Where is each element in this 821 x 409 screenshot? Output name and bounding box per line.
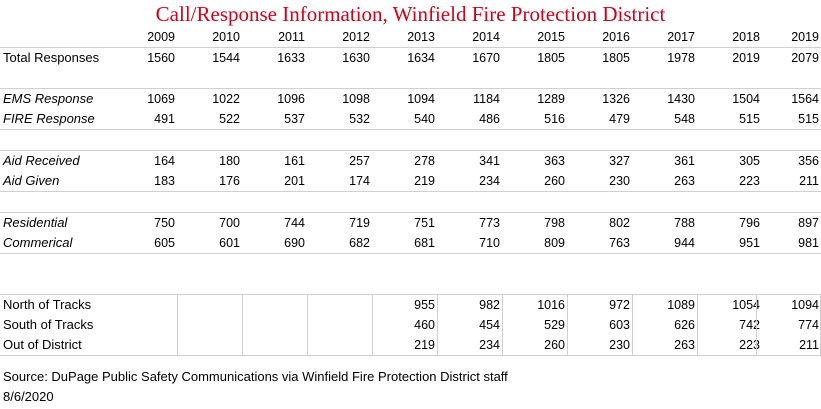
table-cell: 719 [349,216,370,230]
table-cell: 802 [609,216,630,230]
cell-divider [177,335,178,355]
cell-divider [372,315,373,335]
table-cell: 1978 [667,51,695,65]
table-cell: 356 [798,154,819,168]
table-cell: 537 [284,112,305,126]
cell-divider [567,335,568,355]
table-row [0,88,821,109]
table-cell: 257 [349,154,370,168]
table-row [0,150,821,171]
year-header: 2011 [278,30,305,44]
table-cell: 1326 [602,92,630,106]
table-cell: 742 [739,318,760,332]
table-cell: 1016 [537,298,565,312]
row-label: EMS Response [3,91,94,106]
row-label: Aid Received [3,153,80,168]
table-cell [112,315,177,335]
cell-divider [437,315,438,335]
table-cell: 363 [544,154,565,168]
row-label: South of Tracks [3,317,94,332]
cell-divider [437,295,438,315]
table-row [0,212,821,233]
cell-divider [177,295,178,315]
table-cell: 690 [284,236,305,250]
table-cell: 460 [414,318,435,332]
table-cell: 211 [799,174,819,188]
table-cell: 955 [414,298,435,312]
table-cell: 1069 [147,92,175,106]
cell-divider [242,295,243,315]
table-cell: 454 [479,318,500,332]
table-cell: 479 [609,112,630,126]
table-cell: 230 [609,174,630,188]
table-row [0,129,821,150]
table-row [0,27,821,47]
table-cell: 1560 [147,51,175,65]
table-cell: 1805 [602,51,630,65]
table-cell: 605 [154,236,175,250]
year-header: 2016 [602,30,630,44]
table-row [0,47,821,68]
table-cell: 234 [479,338,500,352]
table-cell: 260 [544,174,565,188]
table-cell [242,335,307,355]
table-cell: 183 [154,174,175,188]
row-label: Commerical [3,235,73,250]
table-cell: 1054 [732,298,760,312]
table-cell: 1289 [537,92,565,106]
table-cell [177,315,242,335]
table-cell: 972 [609,298,630,312]
year-header: 2015 [537,30,565,44]
table-row [0,294,821,315]
table-cell: 1634 [407,51,435,65]
table-cell [112,295,177,315]
table-cell: 1022 [212,92,240,106]
table-cell: 1430 [667,92,695,106]
table-cell: 211 [799,338,819,352]
table-cell: 750 [154,216,175,230]
source-note: Source: DuPage Public Safety Communications via Winfield Fire Protection District staff [3,369,508,384]
table-cell: 515 [798,112,819,126]
table-cell: 2079 [791,51,819,65]
table-cell: 603 [609,318,630,332]
table-cell: 176 [219,174,240,188]
table-cell: 219 [414,174,435,188]
table-cell: 1096 [277,92,305,106]
table-cell: 234 [479,174,500,188]
cell-divider [242,315,243,335]
table-cell [242,315,307,335]
table-cell: 1805 [537,51,565,65]
table-row [0,253,821,274]
table-cell: 548 [674,112,695,126]
table-cell: 219 [414,338,435,352]
table-cell: 796 [739,216,760,230]
table-cell: 773 [479,216,500,230]
cell-divider [502,295,503,315]
cell-divider [697,335,698,355]
table-cell: 601 [219,236,240,250]
table-cell: 263 [674,338,695,352]
table-cell: 1564 [791,92,819,106]
table-cell: 1633 [277,51,305,65]
table-cell: 1184 [473,92,500,106]
table-row [0,315,821,335]
table-cell: 305 [739,154,760,168]
year-header: 2012 [342,30,370,44]
row-label: Total Responses [3,50,100,65]
cell-divider [307,295,308,315]
table-cell: 260 [544,338,565,352]
table-cell [242,295,307,315]
row-label: Residential [3,215,68,230]
cell-divider [437,335,438,355]
row-label: Out of District [3,337,82,352]
cell-divider [307,315,308,335]
cell-divider [632,315,633,335]
cell-divider [567,295,568,315]
table-cell: 516 [544,112,565,126]
cell-divider [632,295,633,315]
table-cell: 223 [739,174,760,188]
cell-divider [502,335,503,355]
table-cell: 951 [739,236,760,250]
table-cell: 944 [674,236,695,250]
table-cell: 1089 [667,298,695,312]
table-cell: 491 [154,112,175,126]
cell-divider [697,315,698,335]
table-cell: 522 [219,112,240,126]
table-cell: 774 [798,318,819,332]
table-cell: 361 [674,154,695,168]
cell-divider [177,315,178,335]
table-cell: 263 [674,174,695,188]
table-row [0,191,821,212]
table-cell: 1098 [342,92,370,106]
table-cell: 982 [479,298,500,312]
year-header: 2017 [667,30,695,44]
table-cell: 751 [414,216,435,230]
year-header: 2009 [147,30,175,44]
table-cell: 161 [284,154,305,168]
table-cell: 798 [544,216,565,230]
table-row [0,68,821,88]
cell-divider [372,335,373,355]
cell-divider [242,335,243,355]
table-cell: 1094 [791,298,819,312]
table-cell: 164 [154,154,175,168]
table-cell: 529 [544,318,565,332]
year-header: 2013 [407,30,435,44]
table-cell: 788 [674,216,695,230]
table-row [0,171,821,191]
table-cell: 626 [674,318,695,332]
table-cell: 1504 [732,92,760,106]
date-note: 8/6/2020 [3,389,54,404]
cell-divider [697,295,698,315]
table-row [0,274,821,294]
table-cell: 763 [609,236,630,250]
table-cell: 486 [479,112,500,126]
table-cell: 809 [544,236,565,250]
table-cell: 278 [414,154,435,168]
table-cell [112,335,177,355]
cell-divider [756,315,757,335]
table-cell: 327 [609,154,630,168]
table-title: Call/Response Information, Winfield Fire Protection District [155,2,666,26]
table-row [0,335,821,356]
table-cell: 744 [284,216,305,230]
table-cell: 230 [609,338,630,352]
row-label: Aid Given [3,173,60,188]
table-cell: 1094 [407,92,435,106]
table-cell: 681 [414,236,435,250]
table-cell: 174 [349,174,370,188]
table-row [0,109,821,129]
cell-divider [756,295,757,315]
cell-divider [502,315,503,335]
table-cell: 2019 [732,51,760,65]
table-cell [307,295,372,315]
year-header: 2014 [472,30,500,44]
cell-divider [567,315,568,335]
data-table [0,27,821,356]
table-cell [177,295,242,315]
cell-divider [372,295,373,315]
table-cell [307,335,372,355]
table-cell: 1670 [472,51,500,65]
table-cell: 897 [798,216,819,230]
cell-divider [756,335,757,355]
table-cell: 223 [739,338,760,352]
table-cell [307,315,372,335]
cell-divider [632,335,633,355]
year-header: 2010 [212,30,240,44]
table-cell: 700 [219,216,240,230]
table-cell: 180 [219,154,240,168]
cell-divider [307,335,308,355]
table-cell: 981 [798,236,819,250]
table-cell: 1630 [342,51,370,65]
table-cell: 532 [349,112,370,126]
table-cell [177,335,242,355]
table-cell: 710 [479,236,500,250]
year-header: 2019 [791,30,819,44]
table-row [0,233,821,253]
table-cell: 201 [284,174,305,188]
table-cell: 1544 [212,51,240,65]
row-label: FIRE Response [3,111,95,126]
table-cell: 540 [414,112,435,126]
table-cell: 682 [349,236,370,250]
table-cell: 515 [739,112,760,126]
row-label: North of Tracks [3,297,92,312]
year-header: 2018 [732,30,760,44]
table-cell: 341 [479,154,500,168]
